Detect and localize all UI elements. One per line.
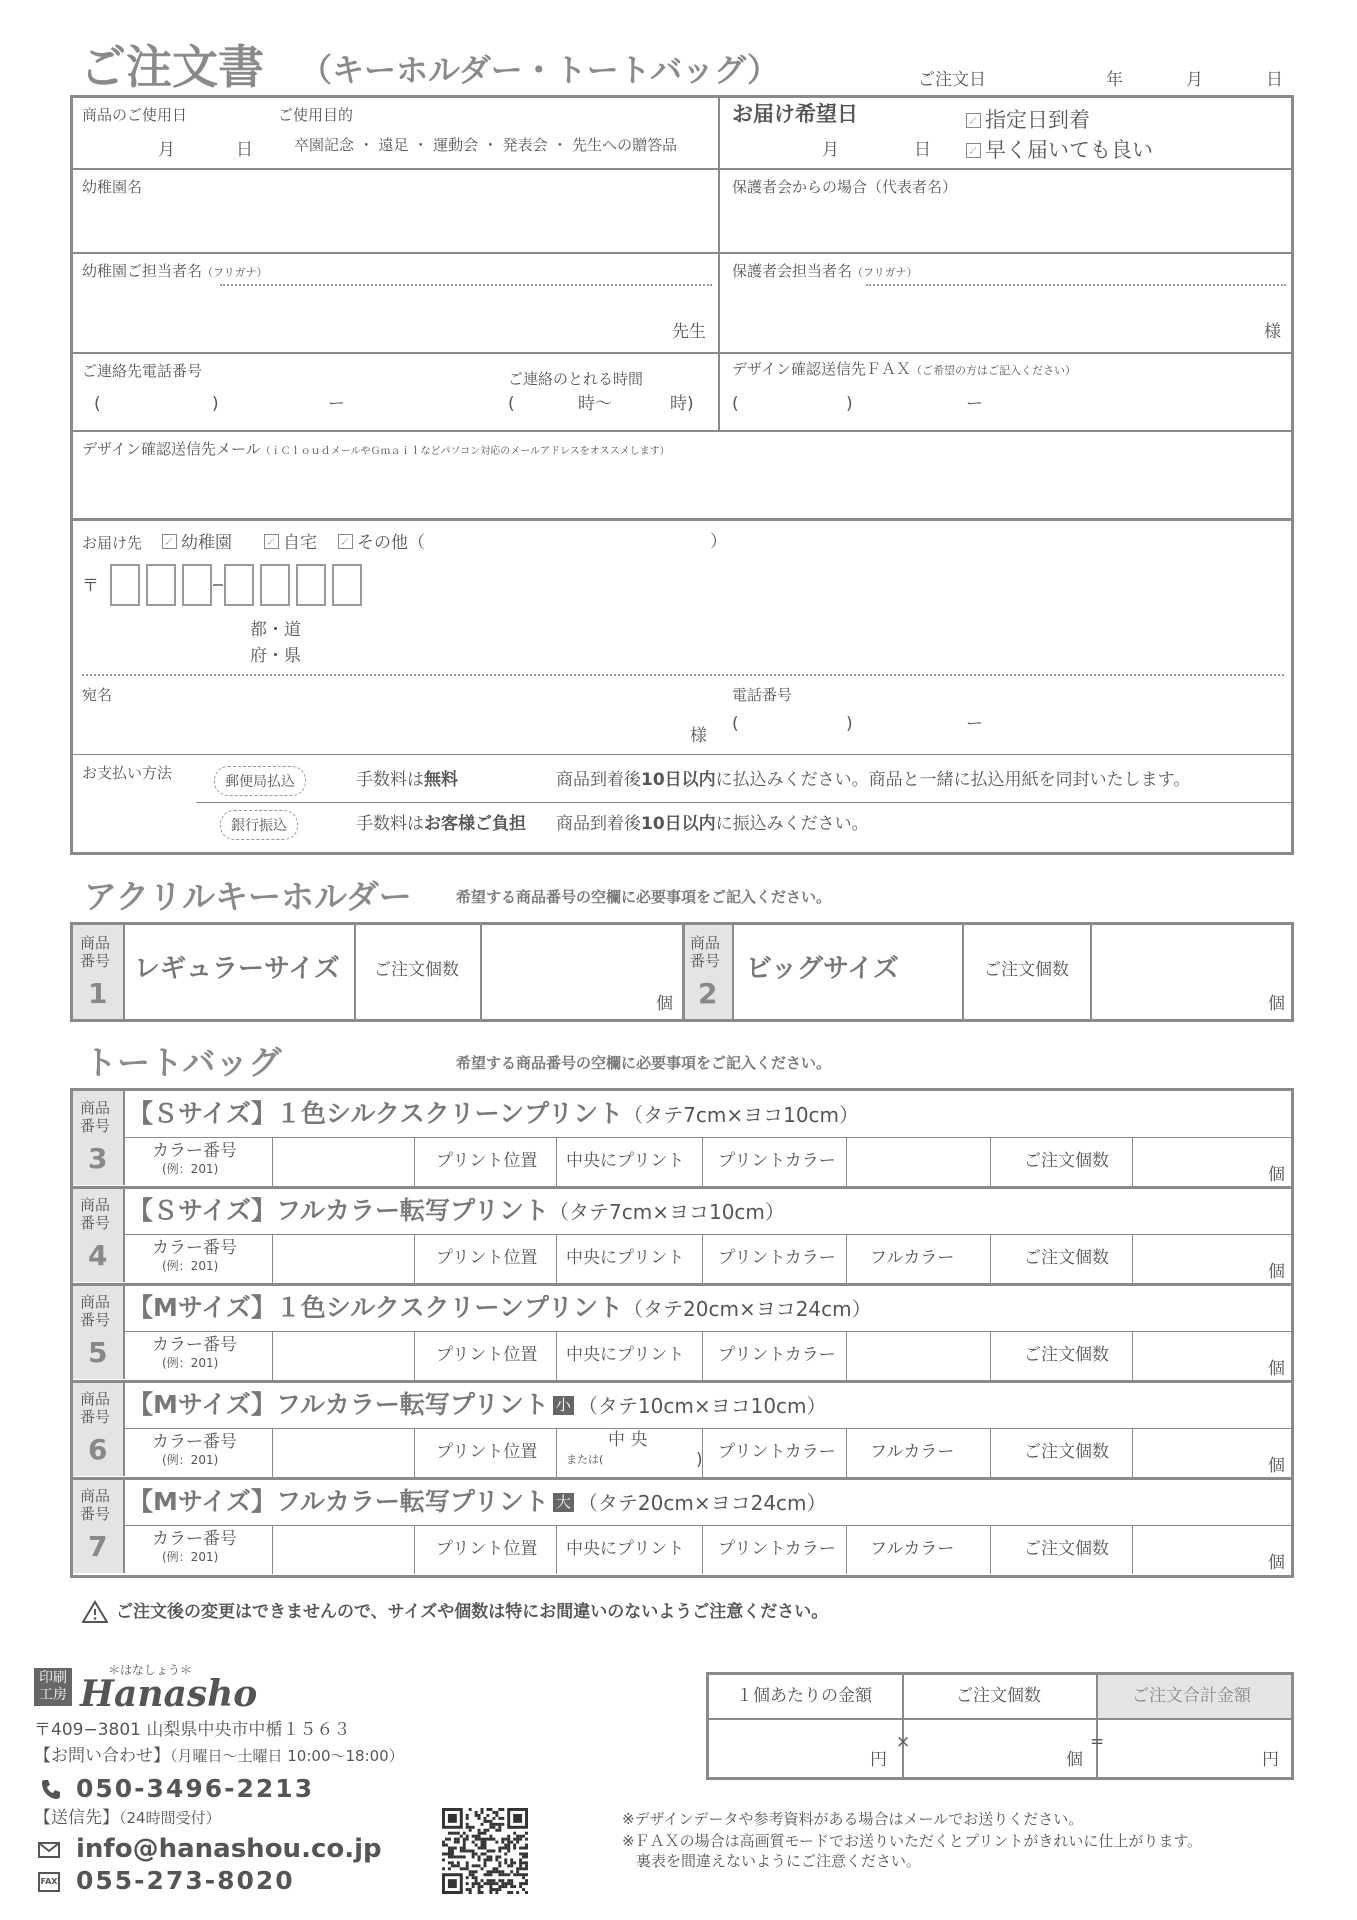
color-no-example: (例：201) <box>162 1453 219 1467</box>
pa-contact-label: 保護者会担当者名（フリガナ） <box>732 262 918 280</box>
or-label: または( <box>566 1453 604 1466</box>
postal-mark: 〒 <box>82 576 99 596</box>
note-2: ※ＦＡＸの場合は高画質モードでお送りいただくとプリントがきれいに仕上がります。 <box>622 1832 1203 1850</box>
item-no-label: 番号 <box>80 1214 111 1232</box>
yen-label: 円 <box>870 1750 887 1770</box>
qty-label: ご注文個数 <box>1024 1539 1109 1559</box>
keyholder-title: アクリルキーホルダー <box>84 877 412 916</box>
company-address: 〒409−3801 山梨県中央市中楯１５６３ <box>34 1720 351 1740</box>
tote-item-number: 5 <box>88 1336 108 1369</box>
print-pos-label: プリント位置 <box>436 1248 538 1268</box>
tote-qty-input[interactable] <box>1134 1430 1264 1474</box>
tote-item-name: 【Mサイズ】１色シルクスクリーンプリント（タテ20cm×ヨコ24cm） <box>128 1293 872 1322</box>
payment-label: お支払い方法 <box>82 764 173 782</box>
tote-item-name: 【Ｓサイズ】フルカラー転写プリント（タテ7cm×ヨコ10cm） <box>128 1196 785 1225</box>
center-print-label: 中央にプリント <box>566 1248 685 1268</box>
print-color-input[interactable] <box>848 1139 988 1183</box>
tote-item-number: 6 <box>88 1433 108 1466</box>
unit-label: 個 <box>1268 1553 1285 1573</box>
checkbox-icon[interactable] <box>966 143 981 158</box>
contact-time-label: ご連絡のとれる時間 <box>508 370 644 388</box>
item-no-label: 商品 <box>80 1390 111 1408</box>
color-no-example: (例：201) <box>162 1550 219 1564</box>
address-field[interactable] <box>380 604 1280 668</box>
unit-label: 個 <box>1268 1262 1285 1282</box>
option-early-ok[interactable]: 早く届いても良い <box>966 140 1153 161</box>
item-no-label: 商品 <box>80 1487 111 1505</box>
print-color-label: プリントカラー <box>718 1248 836 1268</box>
full-color-label: フルカラー <box>870 1248 955 1268</box>
kindergarten-name-label: 幼稚園名 <box>82 178 143 196</box>
use-month: 月 <box>158 140 175 160</box>
teacher-suffix: 先生 <box>672 322 706 342</box>
note-1: ※デザインデータや参考資料がある場合はメールでお送りください。 <box>622 1810 1084 1828</box>
addressee-sama: 様 <box>690 726 707 746</box>
small-badge: 小 <box>553 1396 574 1415</box>
totebag-note: 希望する商品番号の空欄に必要事項をご記入ください。 <box>456 1054 832 1072</box>
email-field[interactable] <box>76 462 1288 512</box>
color-no-label: カラー番号 <box>152 1432 237 1452</box>
times-sign: × <box>896 1732 911 1752</box>
tote-item-number: 4 <box>88 1239 108 1272</box>
full-color-label: フルカラー <box>870 1442 955 1462</box>
unit-label: 個 <box>1268 1456 1285 1476</box>
checkbox-icon[interactable] <box>966 113 981 128</box>
tel-paren-right: ) <box>846 714 853 734</box>
or-close: ) <box>696 1450 703 1470</box>
inquiry-label: 【お問い合わせ】（月曜日～土曜日 10:00～18:00） <box>34 1746 404 1766</box>
color-no-example: (例：201) <box>162 1356 219 1370</box>
fax-dash: ー <box>966 394 983 414</box>
unit-label: 個 <box>656 994 673 1014</box>
pay-postal-desc: 商品到着後10日以内に払込みください。商品と一緒に払込用紙を同封いたします。 <box>556 770 1191 790</box>
print-pos-label: プリント位置 <box>436 1345 538 1365</box>
purpose-examples: 卒園記念 ・ 遠足 ・ 運動会 ・ 発表会 ・ 先生への贈答品 <box>294 136 678 154</box>
warning-icon <box>82 1600 108 1624</box>
page-subtitle: （キーホルダー・トートバッグ） <box>300 51 780 89</box>
item-no-label: 商品 <box>80 1099 111 1117</box>
parent-assoc-label: 保護者会からの場合（代表者名） <box>732 178 958 196</box>
tel-dash: ー <box>966 714 983 734</box>
unit-price-label: １個あたりの金額 <box>736 1686 872 1706</box>
phone-icon <box>40 1778 60 1800</box>
tote-qty-input[interactable] <box>1134 1236 1264 1280</box>
unit-label: 個 <box>1268 994 1285 1014</box>
qty-label: ご注文個数 <box>1024 1151 1109 1171</box>
time-from: 時～ <box>578 394 612 414</box>
fax-paren-right: ) <box>846 394 853 414</box>
company-fax[interactable]: 055-273-8020 <box>76 1866 295 1895</box>
color-no-input[interactable] <box>274 1430 412 1474</box>
color-no-label: カラー番号 <box>152 1529 237 1549</box>
print-pos-label: プリント位置 <box>436 1151 538 1171</box>
tote-item-name: 【Mサイズ】フルカラー転写プリント 大 （タテ20cm×ヨコ24cm） <box>128 1487 827 1516</box>
zip-digit-7[interactable] <box>332 564 362 606</box>
pay-postal-pill[interactable]: 郵便局払込 <box>214 766 306 796</box>
center-print-label: 中央にプリント <box>566 1151 685 1171</box>
use-date-label: 商品のご使用日 <box>82 106 188 124</box>
color-no-example: (例：201) <box>162 1259 219 1273</box>
item-no-label: 商品 <box>80 1293 111 1311</box>
item-no-label: 番号 <box>80 1505 111 1523</box>
dest-home[interactable]: 自宅 <box>264 534 317 552</box>
pay-bank-pill[interactable]: 銀行振込 <box>220 810 298 840</box>
item-name-regular: レギュラーサイズ <box>134 954 340 984</box>
order-date-label: ご注文日 <box>918 70 986 90</box>
tote-item-number: 3 <box>88 1142 108 1175</box>
item-no-label: 商品 <box>80 934 111 952</box>
dash: ー <box>328 394 345 414</box>
use-day: 日 <box>236 140 253 160</box>
tote-item-name: 【Ｓサイズ】１色シルクスクリーンプリント（タテ7cm×ヨコ10cm） <box>128 1099 860 1128</box>
equals-sign: = <box>1090 1732 1105 1752</box>
center-print-label: 中央にプリント <box>566 1539 685 1559</box>
paren-left: ( <box>94 394 101 414</box>
full-color-label: フルカラー <box>870 1539 955 1559</box>
fax-label: デザイン確認送信先ＦＡＸ（ご希望の方はご記入ください） <box>732 360 1076 378</box>
addressee-label: 宛名 <box>82 686 113 704</box>
company-logo-mark: 印刷 工房 <box>34 1668 72 1706</box>
checkbox-icon[interactable] <box>338 534 353 549</box>
zip-digit-3[interactable] <box>182 564 212 606</box>
dest-other[interactable]: その他（ <box>338 534 425 552</box>
print-color-label: プリントカラー <box>718 1345 836 1365</box>
keyholder-note: 希望する商品番号の空欄に必要事項をご記入ください。 <box>456 888 832 906</box>
pref-label-2: 府・県 <box>250 646 301 666</box>
pay-bank-desc: 商品到着後10日以内に振込みください。 <box>556 814 869 834</box>
tote-qty-input[interactable] <box>1134 1139 1264 1183</box>
time-open: ( <box>508 394 515 414</box>
tote-qty-input[interactable] <box>1134 1527 1264 1571</box>
totebag-title: トートバッグ <box>84 1043 282 1082</box>
kindergarten-name-field[interactable] <box>76 200 712 246</box>
item-no-label: 商品 <box>80 1196 111 1214</box>
send-to-label: 【送信先】（24時間受付） <box>34 1808 221 1828</box>
fax-paren-left: ( <box>732 394 739 414</box>
color-no-input[interactable] <box>274 1236 412 1280</box>
fax-icon: FAX <box>38 1872 60 1892</box>
qty-input-2[interactable] <box>1094 928 1288 1016</box>
qty-label: ご注文個数 <box>374 960 459 980</box>
destination-label: お届け先 <box>82 534 143 552</box>
color-no-input[interactable] <box>274 1527 412 1571</box>
checkbox-icon[interactable] <box>162 534 177 549</box>
time-to: 時) <box>670 394 694 414</box>
option-fixed-date[interactable]: 指定日到着 <box>966 110 1090 131</box>
delivery-day: 日 <box>914 140 931 160</box>
phone-label: ご連絡先電話番号 <box>82 362 203 380</box>
print-color-label: プリントカラー <box>718 1539 836 1559</box>
pieces-label: 個 <box>1066 1750 1083 1770</box>
color-no-example: (例：201) <box>162 1162 219 1176</box>
caution-text: ご注文後の変更はできませんので、サイズや個数は特にお間違いのないようご注意ください。 <box>116 1602 829 1622</box>
total-yen-label: 円 <box>1262 1750 1279 1770</box>
unit-label: 個 <box>1268 1165 1285 1185</box>
tote-qty-input[interactable] <box>1134 1333 1264 1377</box>
zip-digit-6[interactable] <box>296 564 326 606</box>
item-no-label: 商品 <box>690 934 721 952</box>
order-month: 月 <box>1186 70 1203 90</box>
unit-label: 個 <box>1268 1359 1285 1379</box>
checkbox-icon[interactable] <box>264 534 279 549</box>
grand-total-label: ご注文合計金額 <box>1132 1686 1251 1706</box>
print-pos-label: プリント位置 <box>436 1442 538 1462</box>
order-year: 年 <box>1106 70 1123 90</box>
print-pos-label: プリント位置 <box>436 1539 538 1559</box>
color-no-input[interactable] <box>274 1139 412 1183</box>
print-color-label: プリントカラー <box>718 1442 836 1462</box>
tel-paren-left: ( <box>732 714 739 734</box>
company-email[interactable]: info@hanashou.co.jp <box>76 1834 382 1864</box>
item-no-label: 番号 <box>690 952 721 970</box>
pay-bank-fee: 手数料はお客様ご負担 <box>356 814 526 834</box>
qty-label: ご注文個数 <box>1024 1442 1109 1462</box>
dest-kindergarten[interactable]: 幼稚園 <box>162 534 232 552</box>
company-phone[interactable]: 050-3496-2213 <box>76 1774 315 1803</box>
delivery-month: 月 <box>822 140 839 160</box>
print-color-input[interactable] <box>848 1333 988 1377</box>
order-day: 日 <box>1266 70 1283 90</box>
color-no-label: カラー番号 <box>152 1141 237 1161</box>
zip-digit-1[interactable] <box>110 564 140 606</box>
dest-close: ） <box>710 532 727 552</box>
pay-postal-fee: 手数料は無料 <box>356 770 458 790</box>
qr-code-icon <box>442 1808 528 1894</box>
use-purpose-label: ご使用目的 <box>278 106 354 124</box>
tote-item-number: 7 <box>88 1530 108 1563</box>
center-print-label: 中央にプリント <box>566 1345 685 1365</box>
item-number-2: 2 <box>698 977 718 1010</box>
paren-right: ) <box>212 394 219 414</box>
sama-suffix: 様 <box>1264 322 1281 342</box>
company-logo-name: Hanasho <box>80 1673 258 1715</box>
delivery-wish-label: お届け希望日 <box>732 102 858 126</box>
logo-kana: ＊はなしょう＊ <box>108 1663 193 1677</box>
item-no-label: 番号 <box>80 1117 111 1135</box>
zip-digit-5[interactable] <box>260 564 290 606</box>
color-no-label: カラー番号 <box>152 1238 237 1258</box>
mail-icon <box>38 1842 60 1858</box>
pref-label-1: 都・道 <box>250 620 301 640</box>
large-badge: 大 <box>553 1493 574 1512</box>
zip-digit-2[interactable] <box>146 564 176 606</box>
qty-label: ご注文個数 <box>984 960 1069 980</box>
item-number-1: 1 <box>88 977 108 1010</box>
email-label: デザイン確認送信先メール（ｉＣｌｏｕｄメールやＧｍａｉｌなどパソコン対応のメールアドレスをオススメします） <box>82 440 670 458</box>
item-no-label: 番号 <box>80 1311 111 1329</box>
total-qty-label: ご注文個数 <box>956 1686 1041 1706</box>
note-3: 裏表を間違えないようにご注意ください。 <box>636 1852 922 1870</box>
kg-contact-label: 幼稚園ご担当者名（フリガナ） <box>82 262 268 280</box>
print-color-label: プリントカラー <box>718 1151 836 1171</box>
page-title: ご注文書 <box>80 40 264 94</box>
color-no-input[interactable] <box>274 1333 412 1377</box>
tote-item-name: 【Mサイズ】フルカラー転写プリント 小 （タテ10cm×ヨコ10cm） <box>128 1390 827 1419</box>
tel-label: 電話番号 <box>732 686 793 704</box>
zip-digit-4[interactable] <box>224 564 254 606</box>
qty-input-1[interactable] <box>484 928 678 1016</box>
total-qty-field[interactable] <box>906 1722 1092 1774</box>
qty-label: ご注文個数 <box>1024 1248 1109 1268</box>
parent-assoc-field[interactable] <box>724 200 1288 246</box>
item-no-label: 番号 <box>80 1408 111 1426</box>
item-no-label: 番号 <box>80 952 111 970</box>
qty-label: ご注文個数 <box>1024 1345 1109 1365</box>
center-label: 中 央 <box>608 1430 648 1450</box>
color-no-label: カラー番号 <box>152 1335 237 1355</box>
item-name-big: ビッグサイズ <box>746 954 899 984</box>
